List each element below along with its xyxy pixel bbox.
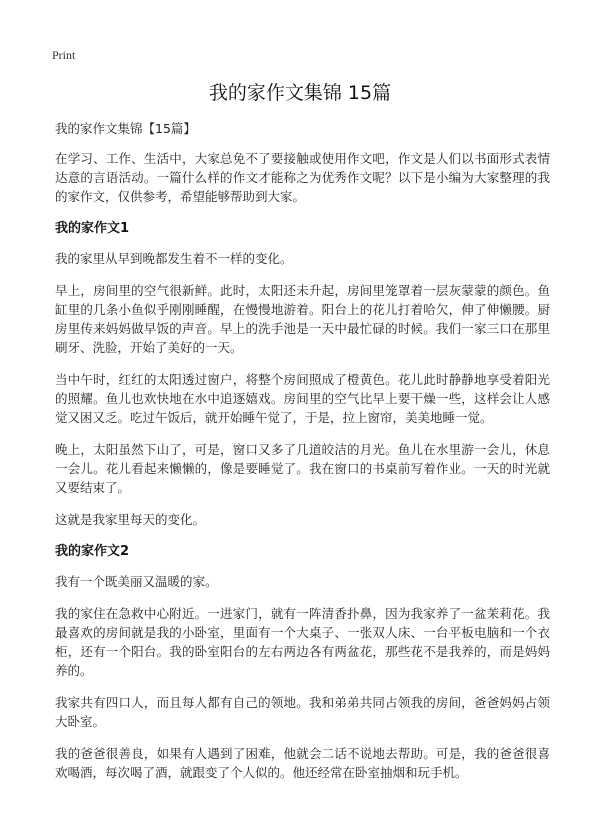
essay-2-paragraph-2: 我的家住在急救中心附近。一进家门，就有一阵清香扑鼻，因为我家养了一盆茉莉花。我最喜欢的房间就是我的小卧室，里面有一个大桌子、一张双人床、一台平板电脑和一个衣柜，还有一个阳台。我的卧室阳台的左右两边各有两盆花，那些花不是我养的，而是妈妈养的。 bbox=[55, 606, 550, 678]
intro-paragraph: 在学习、工作、生活中，大家总免不了要接触或使用作文吧，作文是人们以书面形式表情达意的言语活动。一篇什么样的作文才能称之为优秀作文呢？以下是小编为大家整理的我的家作文，仅供参考，希望能够帮助到大家。 bbox=[55, 151, 550, 204]
essay-2-paragraph-4: 我的爸爸很善良，如果有人遇到了困难，他就会二话不说地去帮助。可是，我的爸爸很喜欢喝酒，每次喝了酒，就跟变了个人似的。他还经常在卧室抽烟和玩手机。 bbox=[55, 746, 550, 780]
document-body bbox=[55, 119, 550, 795]
essay-1-paragraph-1: 我的家里从早到晚都发生着不一样的变化。 bbox=[55, 251, 293, 266]
essay-1-paragraph-3: 当中午时，红红的太阳透过窗户，将整个房间照成了橙黄色。花儿此时静静地享受着阳光的照耀。鱼儿也欢快地在水中追逐嬉戏。房间里的空气比早上要干燥一些，这样会让人感觉又困又乏。吃过午饭后，就开始睡午觉了，于是，拉上窗帘，美美地睡一觉。 bbox=[55, 372, 550, 425]
essay-1-heading: 我的家作文1 bbox=[55, 221, 130, 236]
essay-2-paragraph-3: 我家共有四口人，而且每人都有自己的领地。我和弟弟共同占领我的房间，爸爸妈妈占领大卧室。 bbox=[55, 695, 550, 729]
essay-1-paragraph-5: 这就是我家里每天的变化。 bbox=[55, 512, 206, 527]
document-subtitle: 我的家作文集锦【15篇】 bbox=[55, 121, 196, 136]
essay-2-paragraph-1: 我有一个既美丽又温暖的家。 bbox=[55, 574, 218, 589]
essay-1-paragraph-4: 晚上，太阳虽然下山了，可是，窗口又多了几道皎洁的月光。鱼儿在水里游一会儿，休息一会儿。花儿看起来懒懒的，像是要睡觉了。我在窗口的书桌前写着作业。一天的时光就又要结束了。 bbox=[55, 442, 550, 495]
print-label: Print bbox=[52, 48, 76, 62]
essay-2-heading: 我的家作文2 bbox=[55, 544, 130, 559]
essay-1-paragraph-2: 早上，房间里的空气很新鲜。此时，太阳还未升起，房间里笼罩着一层灰蒙蒙的颜色。鱼缸里的几条小鱼似乎刚刚睡醒，在慢慢地游着。阳台上的花儿打着哈欠，伸了伸懒腰。厨房里传来妈妈做早饭的声音。早上的洗手池是一天中最忙碌的时候。我们一家三口在那里刷牙、洗脸，开始了美好的一天。 bbox=[55, 283, 550, 355]
page-title: 我的家作文集锦 15篇 bbox=[208, 82, 392, 104]
